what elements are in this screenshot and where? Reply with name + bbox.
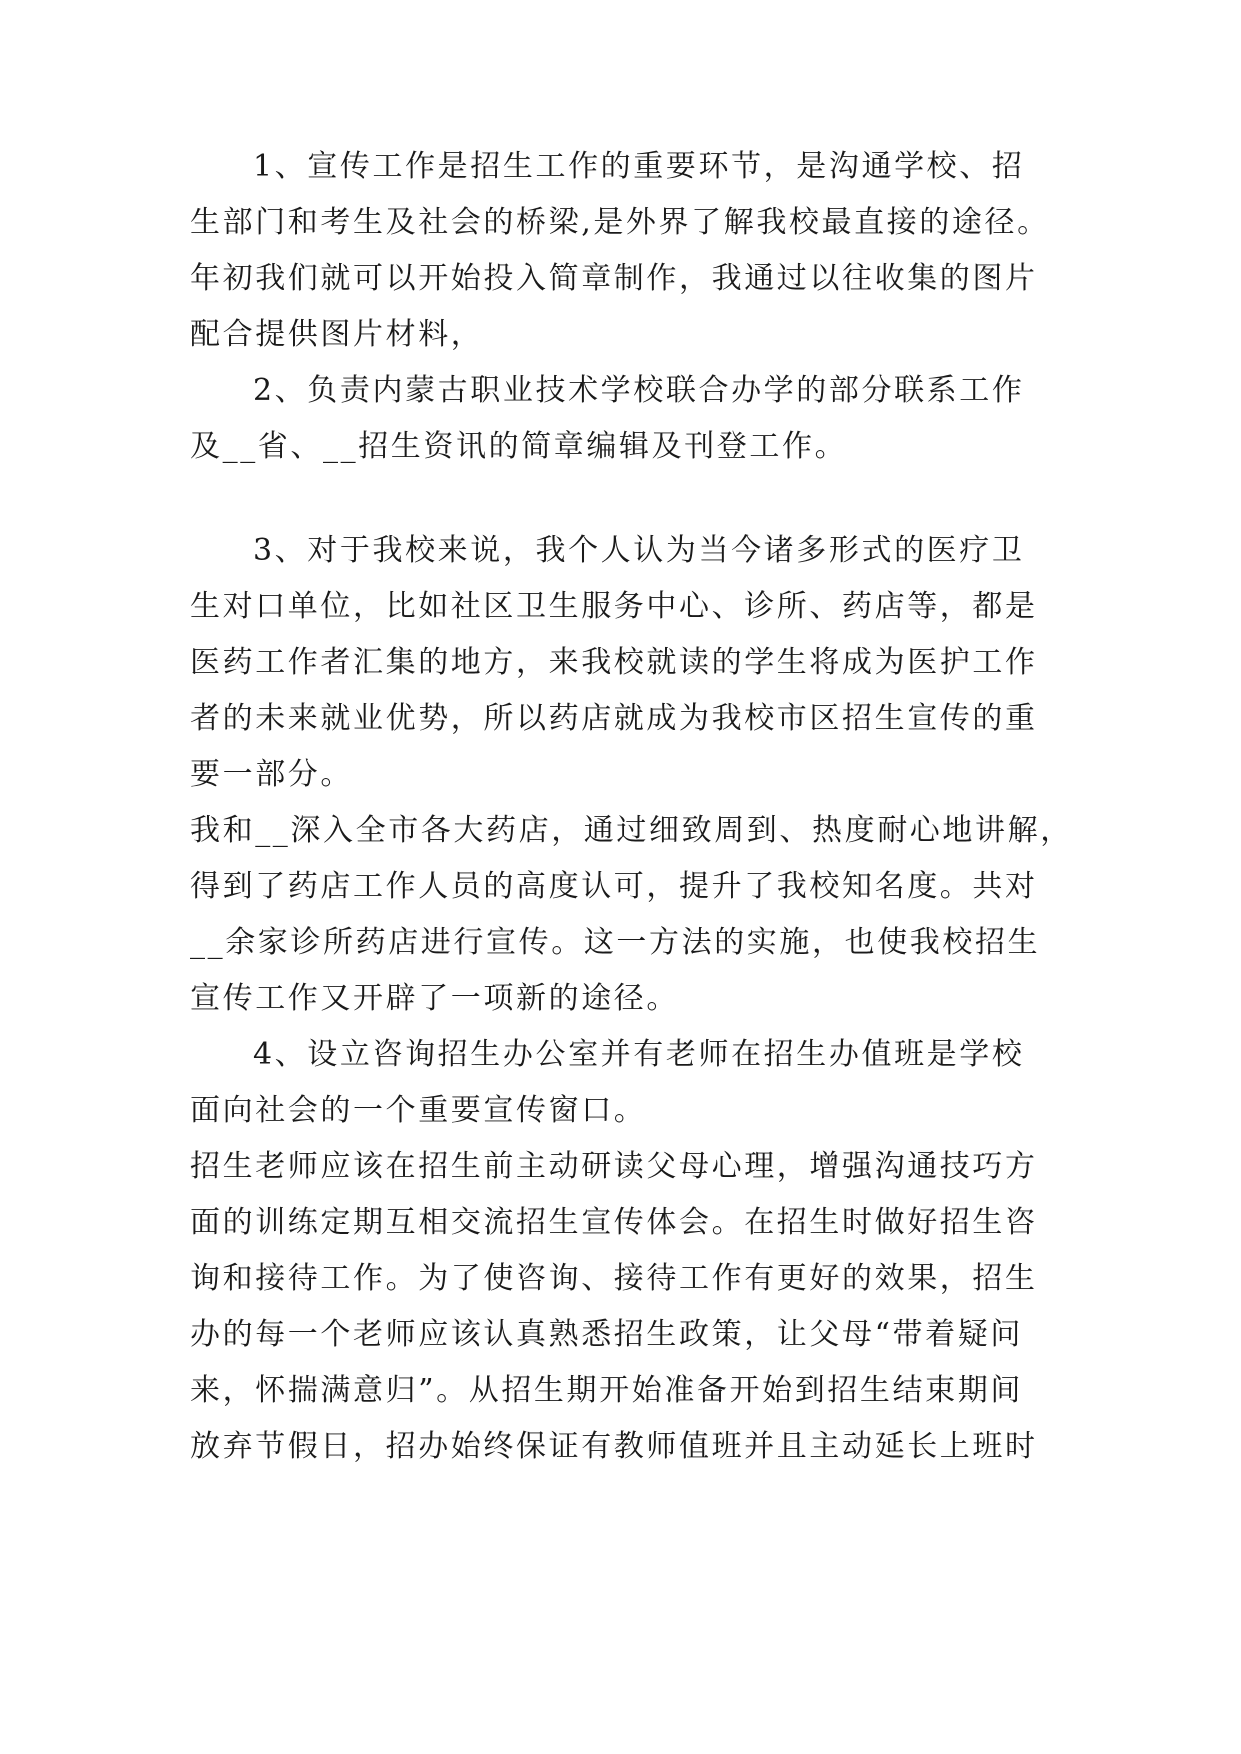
paragraph-6-line-4: 办的每一个老师应该认真熟悉招生政策，让父母“带着疑问: [190, 1317, 1023, 1352]
paragraph-6-line-1: 招生老师应该在招生前主动研读父母心理，增强沟通技巧方: [190, 1149, 1038, 1184]
paragraph-3-line-1: 3、对于我校来说，我个人认为当今诸多形式的医疗卫: [253, 533, 1025, 568]
paragraph-3-line-2: 生对口单位，比如社区卫生服务中心、诊所、药店等，都是: [190, 589, 1038, 624]
paragraph-2-line-2: 及__省、__招生资讯的简章编辑及刊登工作。: [190, 429, 848, 464]
paragraph-5-line-1: 4、设立咨询招生办公室并有老师在招生办值班是学校: [253, 1037, 1025, 1072]
paragraph-3-line-4: 者的未来就业优势，所以药店就成为我校市区招生宣传的重: [190, 701, 1038, 736]
paragraph-3-line-3: 医药工作者汇集的地方，来我校就读的学生将成为医护工作: [190, 645, 1038, 680]
paragraph-1-line-3: 年初我们就可以开始投入简章制作，我通过以往收集的图片: [190, 261, 1038, 296]
paragraph-1-line-2: 生部门和考生及社会的桥梁,是外界了解我校最直接的途径。: [190, 205, 1050, 240]
paragraph-4-line-4: 宣传工作又开辟了一项新的途径。: [190, 981, 679, 1016]
paragraph-1-line-4: 配合提供图片材料，: [190, 317, 484, 352]
paragraph-3-line-5: 要一部分。: [190, 757, 353, 792]
paragraph-5-line-2: 面向社会的一个重要宣传窗口。: [190, 1093, 647, 1128]
paragraph-4-line-1: 我和__深入全市各大药店，通过细致周到、热度耐心地讲解，: [190, 813, 1073, 848]
paragraph-2-line-1: 2、负责内蒙古职业技术学校联合办学的部分联系工作: [253, 373, 1025, 408]
paragraph-6-line-2: 面的训练定期互相交流招生宣传体会。在招生时做好招生咨: [190, 1205, 1038, 1240]
paragraph-6-line-3: 询和接待工作。为了使咨询、接待工作有更好的效果，招生: [190, 1261, 1038, 1296]
paragraph-6-line-5: 来，怀揣满意归”。从招生期开始准备开始到招生结束期间: [190, 1373, 1023, 1408]
paragraph-4-line-2: 得到了药店工作人员的高度认可，提升了我校知名度。共对: [190, 869, 1038, 904]
paragraph-6-line-6: 放弃节假日，招办始终保证有教师值班并且主动延长上班时: [190, 1429, 1038, 1464]
paragraph-4-line-3: __余家诊所药店进行宣传。这一方法的实施，也使我校招生: [190, 925, 1041, 960]
paragraph-1-line-1: 1、宣传工作是招生工作的重要环节，是沟通学校、招: [253, 149, 1025, 184]
